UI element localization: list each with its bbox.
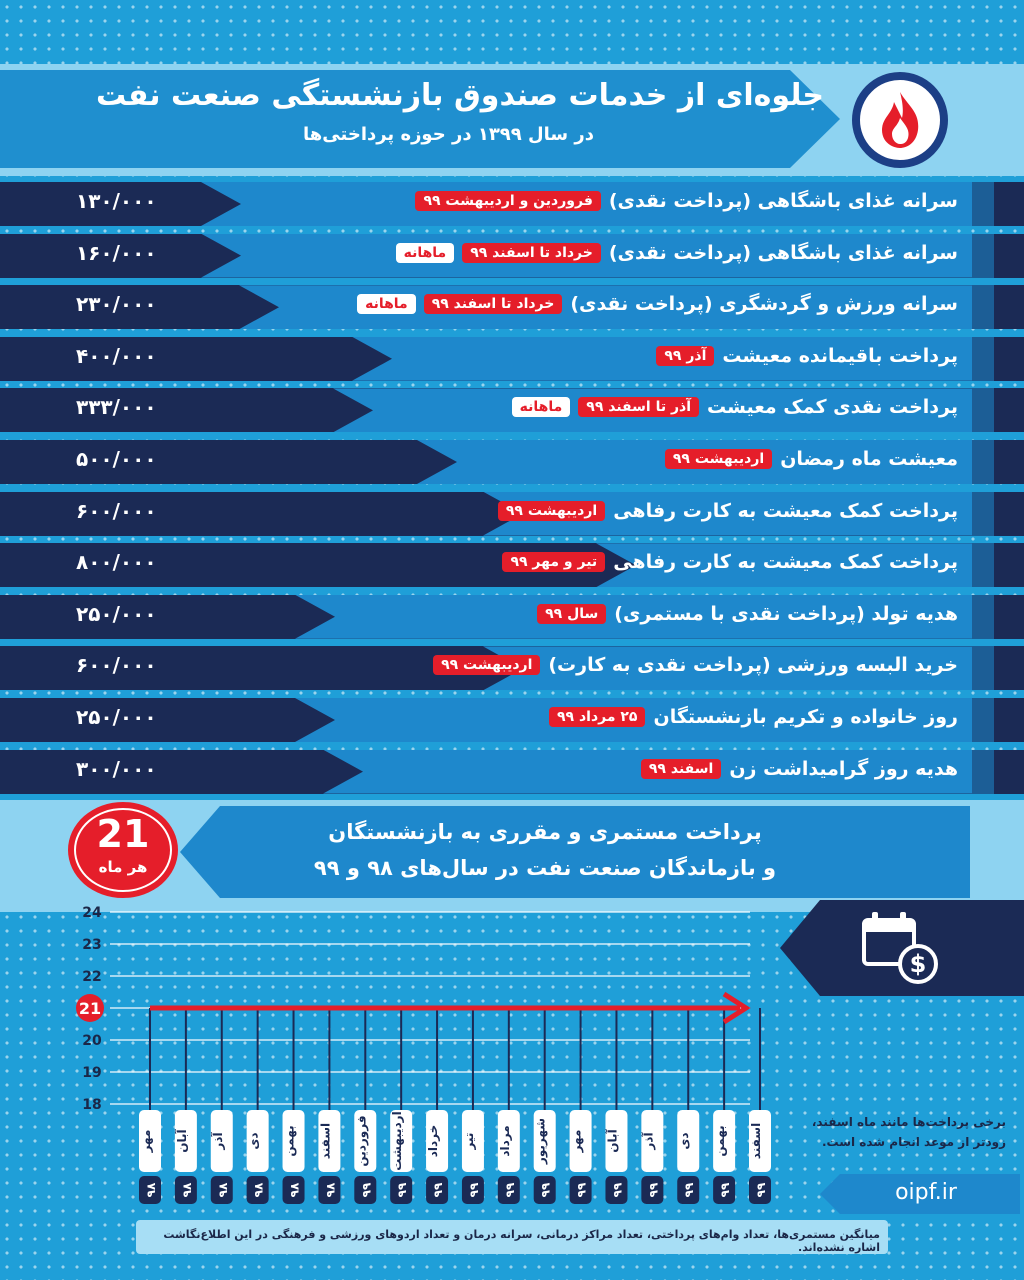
frequency-tag: ماهانه xyxy=(357,294,416,314)
month-label: دی xyxy=(677,1132,692,1150)
y-tick-label: 20 xyxy=(82,1033,102,1049)
period-tag: سال ۹۹ xyxy=(537,604,606,624)
payment-label: روز خانواده و تکریم بازنشستگان xyxy=(653,706,958,728)
payment-row-label-group xyxy=(433,654,958,676)
payment-label: هدیه روز گرامیداشت زن xyxy=(729,757,958,780)
payment-row xyxy=(0,234,1024,278)
year-label: ۹۸ xyxy=(144,1182,158,1198)
payment-row-label-group xyxy=(498,500,958,522)
payment-row xyxy=(0,285,1024,329)
payment-amount: ۳۳۳/۰۰۰ xyxy=(76,395,157,420)
year-label: ۹۸ xyxy=(287,1182,302,1198)
monthly-payment-chart xyxy=(60,898,780,1218)
payment-row-label-group xyxy=(656,345,958,367)
payment-amount: ۲۳۰/۰۰۰ xyxy=(76,292,157,317)
month-label: دی xyxy=(246,1132,261,1150)
payment-row-label-group xyxy=(537,603,958,625)
y-tick-label: 18 xyxy=(82,1097,102,1113)
payment-amount: ۵۰۰/۰۰۰ xyxy=(76,447,157,471)
payment-row-edge xyxy=(972,388,994,432)
payment-row xyxy=(0,543,1024,587)
period-tag: اردیبهشت ۹۹ xyxy=(498,501,605,521)
period-tag: اردیبهشت ۹۹ xyxy=(433,655,540,675)
payment-label: پرداخت باقیمانده معیشت xyxy=(722,344,958,367)
lower-title-line2: و بازماندگان صنعت نفت در سال‌های ۹۸ و ۹۹ xyxy=(313,856,777,880)
payment-row xyxy=(0,698,1024,742)
y-tick-label: 24 xyxy=(82,905,102,921)
payment-row-label-group xyxy=(396,242,958,264)
y-tick-label: 23 xyxy=(82,937,102,953)
footer-note: میانگین مستمری‌ها، تعداد وام‌های پرداختی، تعداد مراکز درمانی، سرانه درمان و تعداد اردوهای ورزشی و فرهنگی در این اطلاع‌نگاشت اشاره نشده‌اند. xyxy=(163,1228,880,1254)
period-tag: اردیبهشت ۹۹ xyxy=(665,449,772,469)
frequency-tag: ماهانه xyxy=(512,397,571,417)
payment-label: سرانه ورزش و گردشگری (پرداخت نقدی) xyxy=(570,293,958,316)
year-label: ۹۸ xyxy=(251,1182,266,1198)
month-label: اسفند xyxy=(749,1122,763,1160)
lower-title xyxy=(240,814,850,886)
period-tag: آذر تا اسفند ۹۹ xyxy=(578,397,699,417)
y-tick-label: 19 xyxy=(82,1065,102,1081)
payment-row xyxy=(0,492,1024,536)
payment-amount: ۳۰۰/۰۰۰ xyxy=(76,756,157,781)
chart-note-line1: برخی پرداخت‌ها مانند ماه اسفند، xyxy=(811,1115,1006,1129)
month-label: آذر xyxy=(210,1132,225,1150)
payment-row xyxy=(0,440,1024,484)
year-label: ۹۹ xyxy=(610,1182,625,1198)
year-label: ۹۹ xyxy=(718,1182,733,1198)
payment-row xyxy=(0,182,1024,226)
payment-row-edge xyxy=(972,646,994,690)
year-label: ۹۸ xyxy=(179,1182,194,1198)
year-label: ۹۹ xyxy=(466,1182,481,1198)
month-label: مرداد xyxy=(497,1125,512,1157)
payment-label: پرداخت کمک معیشت به کارت رفاهی xyxy=(613,551,958,574)
y-tick-label: 22 xyxy=(82,969,102,985)
year-label: ۹۹ xyxy=(359,1182,374,1198)
calendar-dollar-icon xyxy=(858,910,942,986)
payment-label: سرانه غذای باشگاهی (پرداخت نقدی) xyxy=(608,190,958,212)
month-label: شهریور xyxy=(533,1117,548,1165)
month-label: اسفند xyxy=(318,1122,333,1160)
payment-row xyxy=(0,750,1024,794)
payment-row-edge xyxy=(972,492,994,536)
year-label: ۹۹ xyxy=(502,1182,517,1198)
payment-amount: ۱۳۰/۰۰۰ xyxy=(76,189,157,213)
payment-amount: ۱۶۰/۰۰۰ xyxy=(76,240,157,265)
month-label: اردیبهشت xyxy=(390,1111,405,1171)
payment-amount: ۸۰۰/۰۰۰ xyxy=(76,550,157,575)
site-link[interactable]: oipf.ir xyxy=(895,1180,957,1205)
payment-label: سرانه غذای باشگاهی (پرداخت نقدی) xyxy=(608,241,958,264)
month-label: خرداد xyxy=(426,1124,441,1158)
year-label: ۹۹ xyxy=(395,1182,410,1198)
payment-row-edge xyxy=(972,543,994,587)
payment-row-edge xyxy=(972,595,994,639)
lower-title-line1: پرداخت مستمری و مقرری به بازنشستگان xyxy=(328,820,762,844)
period-tag: تیر و مهر ۹۹ xyxy=(502,552,605,572)
page-subtitle: در سال ۱۳۹۹ در حوزه پرداختی‌ها xyxy=(303,124,594,145)
badge-number: 21 xyxy=(96,812,150,856)
year-label: ۹۹ xyxy=(754,1182,768,1198)
period-tag: ۲۵ مرداد ۹۹ xyxy=(549,707,645,727)
payment-row-label-group xyxy=(641,758,958,780)
payment-row xyxy=(0,595,1024,639)
payment-amount: ۴۰۰/۰۰۰ xyxy=(76,343,157,368)
payment-amount: ۲۵۰/۰۰۰ xyxy=(76,601,157,626)
payment-row-edge xyxy=(972,182,994,226)
month-label: آبان xyxy=(605,1129,620,1153)
payment-row-label-group xyxy=(357,293,958,315)
payment-label: هدیه تولد (پرداخت نقدی با مستمری) xyxy=(614,602,958,625)
payment-amount: ۶۰۰/۰۰۰ xyxy=(76,653,157,678)
payment-label: معیشت ماه رمضان xyxy=(780,448,958,470)
month-label: مهر xyxy=(139,1129,153,1153)
payment-row-label-group xyxy=(665,448,958,470)
period-tag: خرداد تا اسفند ۹۹ xyxy=(462,243,601,263)
payment-amount: ۲۵۰/۰۰۰ xyxy=(76,705,157,729)
year-label: ۹۹ xyxy=(431,1182,446,1198)
year-label: ۹۹ xyxy=(682,1182,697,1198)
year-label: ۹۹ xyxy=(538,1182,553,1198)
payment-label: پرداخت کمک معیشت به کارت رفاهی xyxy=(613,499,958,522)
payment-row-label-group xyxy=(512,396,958,418)
flame-logo-icon xyxy=(852,72,948,168)
month-label: آذر xyxy=(641,1132,656,1150)
period-tag: خرداد تا اسفند ۹۹ xyxy=(424,294,563,314)
payment-row-label-group xyxy=(415,190,958,212)
payment-label: پرداخت نقدی کمک معیشت xyxy=(707,396,958,419)
payment-row xyxy=(0,337,1024,381)
svg-text:$: $ xyxy=(909,950,927,978)
payment-row xyxy=(0,388,1024,432)
payment-row-edge xyxy=(972,440,994,484)
chart-note-line2: زودتر از موعد انجام شده است. xyxy=(821,1135,1006,1149)
year-label: ۹۸ xyxy=(215,1182,230,1198)
month-label: تیر xyxy=(461,1132,476,1150)
period-tag: اسفند ۹۹ xyxy=(641,759,721,779)
period-tag: فروردین و اردیبهشت ۹۹ xyxy=(415,191,600,211)
month-label: فروردین xyxy=(354,1115,369,1167)
badge-text: هر ماه xyxy=(98,858,148,876)
payment-row-label-group xyxy=(502,551,958,573)
year-label: ۹۸ xyxy=(323,1182,338,1198)
payment-row-edge xyxy=(972,285,994,329)
month-label: بهمن xyxy=(282,1125,297,1157)
year-label: ۹۹ xyxy=(646,1182,661,1198)
frequency-tag: ماهانه xyxy=(396,243,455,263)
period-tag: آذر ۹۹ xyxy=(656,346,714,366)
payment-label: خرید البسه ورزشی (پرداخت نقدی به کارت) xyxy=(548,654,958,677)
payment-amount: ۶۰۰/۰۰۰ xyxy=(76,498,157,523)
month-label: مهر xyxy=(569,1129,584,1153)
payment-row-edge xyxy=(972,337,994,381)
page-title: جلوه‌ای از خدمات صندوق بازنشستگی صنعت نفت xyxy=(95,78,824,113)
payment-row-label-group xyxy=(549,706,958,728)
month-label: آبان xyxy=(174,1129,189,1153)
month-label: بهمن xyxy=(713,1125,728,1157)
y-tick-label: 21 xyxy=(78,999,102,1018)
payment-row-edge xyxy=(972,698,994,742)
payment-row-edge xyxy=(972,750,994,794)
year-label: ۹۹ xyxy=(574,1182,589,1198)
payment-row-edge xyxy=(972,234,994,278)
payment-row xyxy=(0,646,1024,690)
chart-note xyxy=(786,1112,1006,1152)
